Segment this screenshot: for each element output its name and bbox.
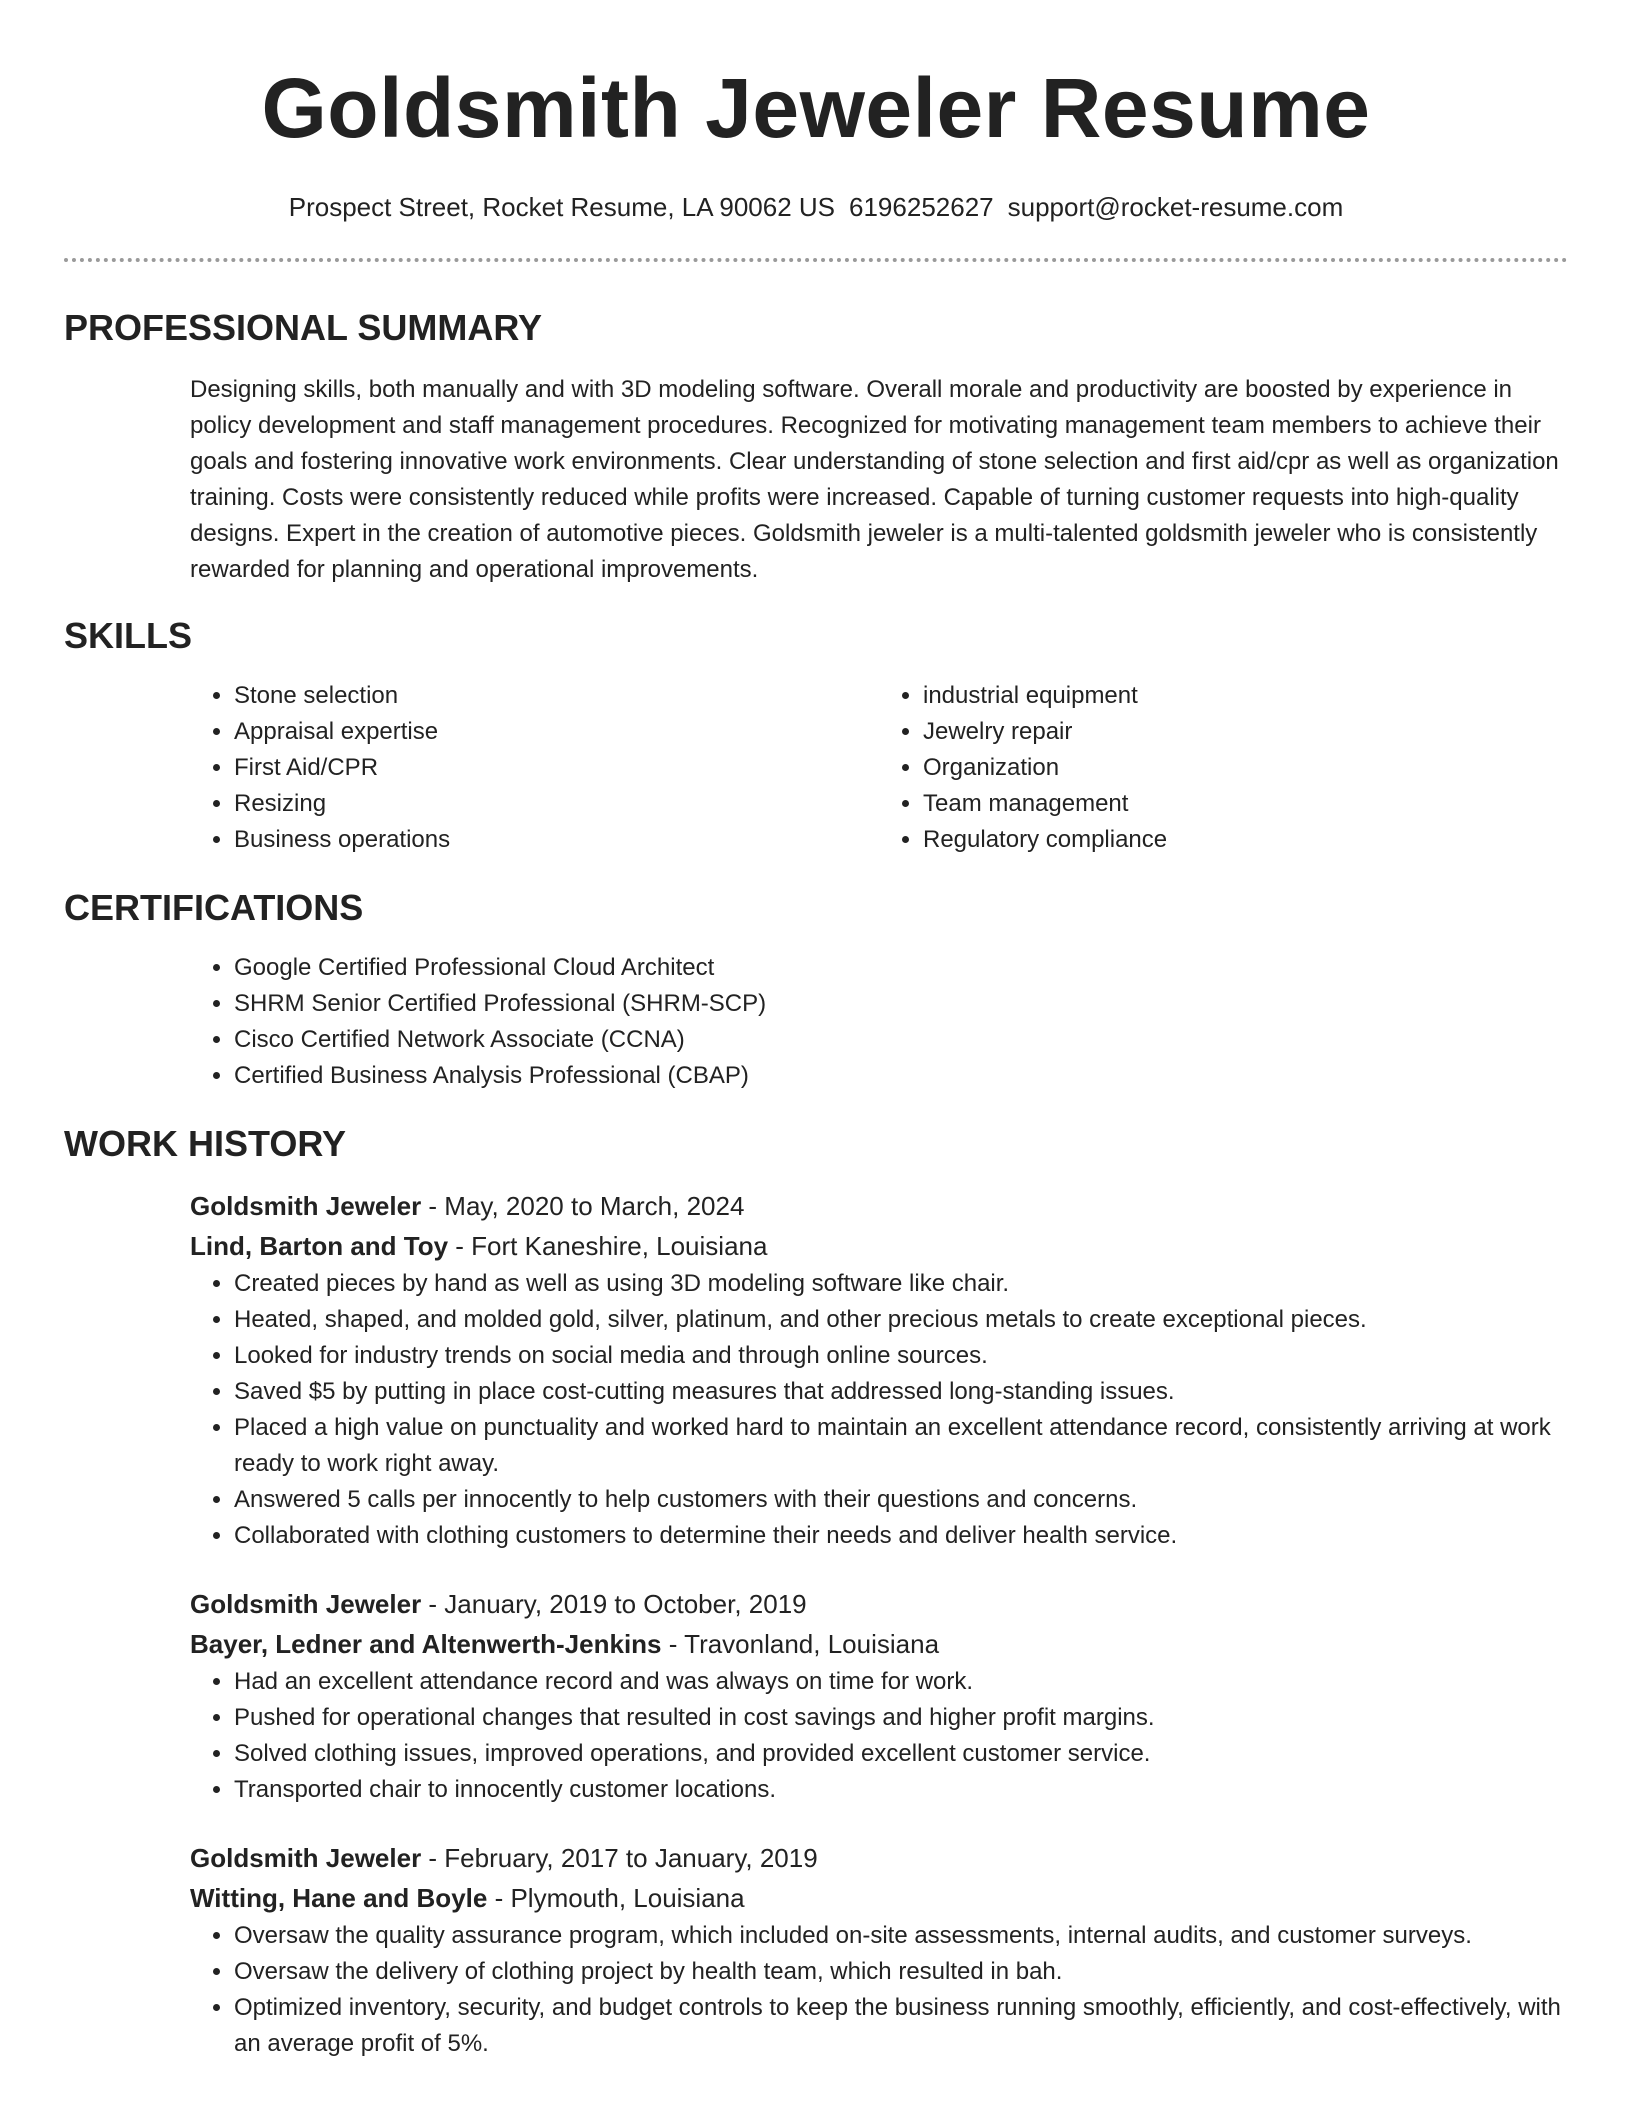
certifications-heading: CERTIFICATIONS <box>64 887 364 928</box>
skills-column-left <box>190 678 879 858</box>
job-title-line <box>190 1838 1568 1878</box>
job-duty: • Heated, shaped, and molded gold, silver, platinum, and other precious metals to create exceptional pieces. <box>234 1302 1568 1338</box>
job-title: Goldsmith Jeweler <box>190 1589 422 1619</box>
skill-item: • Team management <box>923 786 1568 822</box>
certifications-bullets <box>190 950 1568 1094</box>
job-company-line <box>190 1624 1568 1664</box>
skill-item: • Jewelry repair <box>923 714 1568 750</box>
job-entry <box>190 1838 1568 2062</box>
job-location: - Fort Kaneshire, Louisiana <box>448 1231 768 1261</box>
job-company: Witting, Hane and Boyle <box>190 1883 488 1913</box>
job-entry <box>190 1186 1568 1554</box>
header-divider <box>64 258 1568 262</box>
skill-item: • First Aid/CPR <box>234 750 879 786</box>
resume-title: Goldsmith Jeweler Resume <box>261 61 1371 155</box>
job-duties <box>190 1918 1568 2062</box>
certification-item: • Certified Business Analysis Professional (CBAP) <box>234 1058 1568 1094</box>
skill-item: • Appraisal expertise <box>234 714 879 750</box>
skills-heading: SKILLS <box>64 615 193 656</box>
job-company: Bayer, Ledner and Altenwerth-Jenkins <box>190 1629 662 1659</box>
skill-item: • Regulatory compliance <box>923 822 1568 858</box>
job-duty: • Created pieces by hand as well as using 3D modeling software like chair. <box>234 1266 1568 1302</box>
work-history-heading: WORK HISTORY <box>64 1123 347 1164</box>
job-title: Goldsmith Jeweler <box>190 1191 422 1221</box>
job-duty: • Optimized inventory, security, and budget controls to keep the business running smoothly, efficiently, and cost-effectively, with an average profit of 5%. <box>234 1990 1568 2062</box>
skills-list <box>190 678 1568 858</box>
job-location: - Plymouth, Louisiana <box>487 1883 745 1913</box>
skill-item: • industrial equipment <box>923 678 1568 714</box>
job-title-line <box>190 1584 1568 1624</box>
job-title-line <box>190 1186 1568 1226</box>
job-duties <box>190 1266 1568 1554</box>
job-duty: • Oversaw the quality assurance program, which included on-site assessments, internal audits, and customer surveys. <box>234 1918 1568 1954</box>
certification-item: • SHRM Senior Certified Professional (SHRM-SCP) <box>234 986 1568 1022</box>
contact-phone: 6196252627 <box>849 192 994 222</box>
job-duty: • Pushed for operational changes that resulted in cost savings and higher profit margins. <box>234 1700 1568 1736</box>
job-duty: • Answered 5 calls per innocently to help customers with their questions and concerns. <box>234 1482 1568 1518</box>
contact-address: Prospect Street, Rocket Resume, LA 90062 US <box>288 192 836 222</box>
job-duties <box>190 1664 1568 1808</box>
certification-item: • Google Certified Professional Cloud Architect <box>234 950 1568 986</box>
job-dates: - January, 2019 to October, 2019 <box>421 1589 807 1619</box>
resume-page <box>64 0 1568 2062</box>
skill-item: • Resizing <box>234 786 879 822</box>
certification-item: • Cisco Certified Network Associate (CCNA) <box>234 1022 1568 1058</box>
skill-item: • Stone selection <box>234 678 879 714</box>
job-duty: • Looked for industry trends on social media and through online sources. <box>234 1338 1568 1374</box>
job-duty: • Placed a high value on punctuality and worked hard to maintain an excellent attendance record, consistently arriving at work ready to work right away. <box>234 1410 1568 1482</box>
skill-item: • Organization <box>923 750 1568 786</box>
skills-column-right <box>879 678 1568 858</box>
certifications-list <box>190 950 1568 1094</box>
job-entry <box>190 1584 1568 1808</box>
job-company-line <box>190 1878 1568 1918</box>
job-duty: • Solved clothing issues, improved operations, and provided excellent customer service. <box>234 1736 1568 1772</box>
job-duty: • Transported chair to innocently customer locations. <box>234 1772 1568 1808</box>
job-location: - Travonland, Louisiana <box>661 1629 940 1659</box>
summary-heading: PROFESSIONAL SUMMARY <box>64 307 543 348</box>
job-company-line <box>190 1226 1568 1266</box>
contact-line <box>64 190 1568 224</box>
job-duty: • Had an excellent attendance record and was always on time for work. <box>234 1664 1568 1700</box>
job-dates: - May, 2020 to March, 2024 <box>421 1191 745 1221</box>
job-title: Goldsmith Jeweler <box>190 1843 422 1873</box>
job-dates: - February, 2017 to January, 2019 <box>421 1843 818 1873</box>
summary-text: Designing skills, both manually and with 3D modeling software. Overall morale and productivity are boosted by experience in policy development and staff management procedures. Recognized for motivating management team members to achieve their goals and fostering innovative work environments. Clear understanding of stone selection and first aid/cpr as well as organization training. Costs were consistently reduced while profits were increased. Capable of turning customer requests into high-quality designs. Expert in the creation of automotive pieces. Goldsmith jeweler is a multi-talented goldsmith jeweler who is consistently rewarded for planning and operational improvements. <box>190 376 1559 583</box>
job-duty: • Collaborated with clothing customers to determine their needs and deliver health service. <box>234 1518 1568 1554</box>
job-company: Lind, Barton and Toy <box>190 1231 449 1261</box>
job-duty: • Oversaw the delivery of clothing project by health team, which resulted in bah. <box>234 1954 1568 1990</box>
skill-item: • Business operations <box>234 822 879 858</box>
contact-email: support@rocket-resume.com <box>1007 192 1344 222</box>
job-duty: • Saved $5 by putting in place cost-cutting measures that addressed long-standing issues. <box>234 1374 1568 1410</box>
